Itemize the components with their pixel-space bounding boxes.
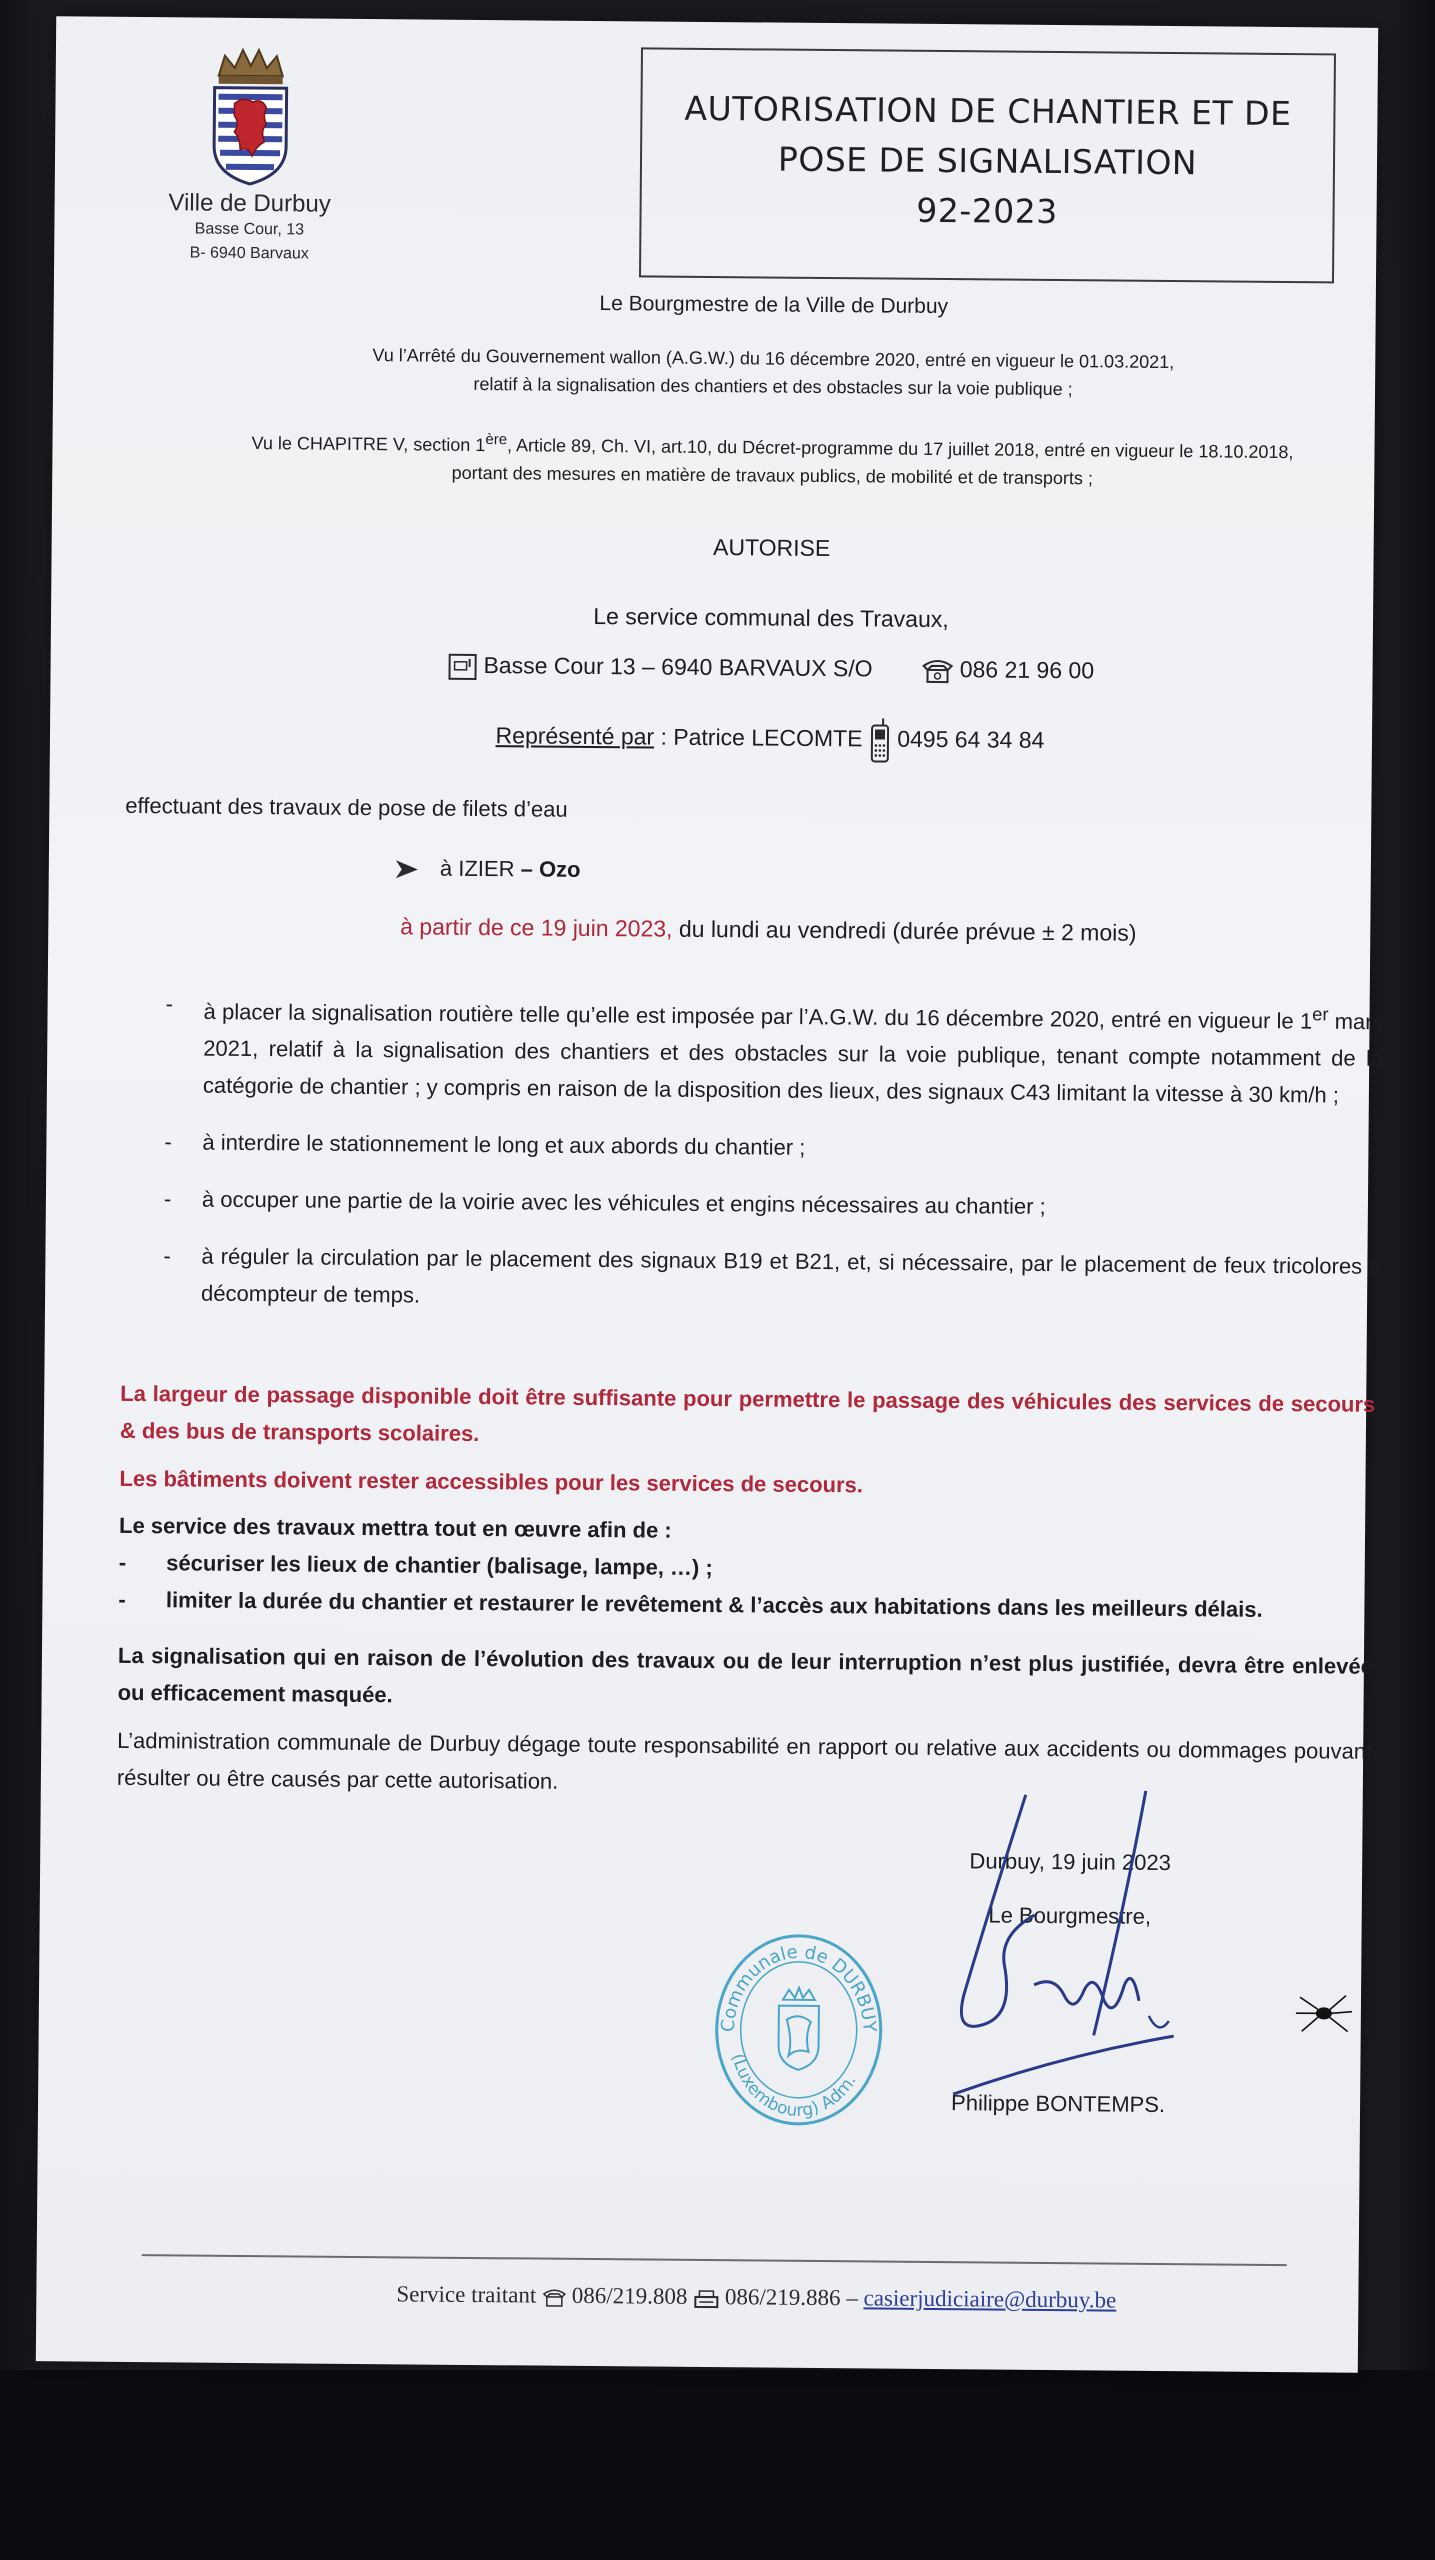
legal-basis-text: , Article 89, Ch. VI, art.10, du Décret-programme du 17 juillet 2018, entré en vigueur le 18.10.2018, bbox=[506, 435, 1294, 463]
handwritten-signature bbox=[943, 1784, 1206, 2116]
footer-fax: 086/219.886 – bbox=[724, 2284, 858, 2311]
start-date: à partir de ce 19 juin 2023, bbox=[400, 913, 673, 942]
location-place: – Ozo bbox=[520, 856, 581, 882]
access-warning: Les bâtiments doivent rester accessibles pour les services de secours. bbox=[119, 1465, 864, 1498]
list-dash: - bbox=[163, 1243, 171, 1269]
works-period bbox=[148, 909, 1388, 950]
representative-name: : Patrice LECOMTE bbox=[660, 723, 863, 752]
works-description: effectuant des travaux de pose de filets d’eau bbox=[125, 792, 568, 822]
town-name: Ville de Durbuy bbox=[168, 189, 331, 218]
arrowhead-bullet-icon bbox=[394, 858, 420, 880]
disclaimer: L’administration communale de Durbuy dégage toute responsabilité en rapport ou relative aux accidents ou dommages pouvant résulter ou être causés par cette autorisation. bbox=[116, 1727, 1373, 1794]
telephone-icon bbox=[921, 658, 953, 684]
footer-phone: 086/219.808 bbox=[571, 2282, 688, 2309]
condition-text: à réguler la circulation par le placement des signaux B19 et B21, et, si nécessaire, par le placement de feux tricolores à décompteur de temps. bbox=[201, 1243, 1382, 1308]
beneficiary-contact bbox=[150, 647, 1390, 689]
beneficiary-name: Le service communal des Travaux, bbox=[593, 602, 949, 633]
authorization-number: 92-2023 bbox=[916, 190, 1058, 232]
municipality-header bbox=[159, 45, 341, 267]
representative-mobile: 0495 64 34 84 bbox=[897, 725, 1045, 754]
signature-place-date: Durbuy, 19 juin 2023 bbox=[969, 1848, 1171, 1876]
legal-basis-line: Vu l’Arrêté du Gouvernement wallon (A.G.W.) du 16 décembre 2020, entré en vigueur le 01.03.2021, bbox=[372, 345, 1175, 373]
list-item bbox=[165, 985, 1384, 1114]
legal-basis-line: relatif à la signalisation des chantiers et des obstacles sur la voie publique ; bbox=[473, 373, 1073, 400]
decision-heading: AUTORISE bbox=[712, 534, 831, 562]
address-line: Basse Cour, 13 bbox=[194, 220, 305, 239]
ordinal-superscript: ère bbox=[485, 431, 508, 449]
schedule: du lundi au vendredi (durée prévue ± 2 mois) bbox=[672, 915, 1137, 946]
document-sheet bbox=[36, 16, 1384, 2372]
representative-line bbox=[150, 711, 1390, 768]
beneficiary-phone: 086 21 96 00 bbox=[959, 656, 1095, 684]
obligation-text: limiter la durée du chantier et restaurer le revêtement & l’accès aux habitations dans les meilleurs délais. bbox=[165, 1587, 1263, 1622]
signage-note: La signalisation qui en raison de l’évolution des travaux ou de leur interruption n’est plus justifiée, devra être enlevée ou efficacement masquée. bbox=[117, 1642, 1374, 1708]
legal-basis-1 bbox=[153, 339, 1393, 406]
passage-warning: La largeur de passage disponible doit être suffisante pour permettre le passage des véhicules des services de secours & des bus de transports scolaires. bbox=[119, 1380, 1376, 1447]
ordinal-superscript: er bbox=[1312, 1003, 1329, 1025]
works-location bbox=[394, 849, 1435, 897]
representative-label: Représenté par bbox=[495, 722, 655, 750]
signatory-role: Le Bourgmestre, bbox=[988, 1902, 1152, 1929]
signatory-name: Philippe BONTEMPS. bbox=[950, 2090, 1166, 2118]
condition-text: mars 2021, relatif à la signalisation des chantiers et des obstacles sur la voie publique, tenant compte notamment de la catégorie de chantier ; y compris en raison de la disposition des lieux, des signaux C43 limitant la vitesse à 30 km/h ; bbox=[202, 1008, 1384, 1108]
spider-mark bbox=[1294, 1987, 1354, 2038]
telephone-icon bbox=[542, 2287, 566, 2307]
list-item bbox=[164, 1181, 1382, 1229]
legal-basis-text: Vu le CHAPITRE V, section 1 bbox=[251, 432, 486, 456]
legal-basis-line: portant des mesures en matière de travaux publics, de mobilité et de transports ; bbox=[451, 462, 1094, 489]
footer-email-link[interactable]: casierjudiciaire@durbuy.be bbox=[863, 2285, 1117, 2313]
authority-line: Le Bourgmestre de la Ville de Durbuy bbox=[599, 292, 949, 319]
list-dash: - bbox=[118, 1586, 126, 1612]
stamp-text-top: Communale de DURBUY bbox=[717, 1941, 880, 2033]
footer bbox=[136, 2279, 1376, 2316]
document-title-box bbox=[639, 47, 1336, 283]
list-dash: - bbox=[118, 1549, 127, 1575]
mailbox-icon bbox=[447, 653, 477, 681]
footer-label: Service traitant bbox=[396, 2281, 537, 2308]
condition-text: à interdire le stationnement le long et aux abords du chantier ; bbox=[202, 1129, 806, 1161]
obligations-intro: Le service des travaux mettra tout en œuvre afin de : bbox=[118, 1512, 672, 1543]
list-item bbox=[163, 1238, 1382, 1323]
dark-surface bbox=[0, 2370, 1435, 2560]
list-item bbox=[164, 1124, 1382, 1172]
stamp-text-bottom: (Luxembourg) Adm. bbox=[727, 2051, 861, 2122]
location-town: à IZIER bbox=[439, 855, 515, 882]
beneficiary-address: Basse Cour 13 – 6940 BARVAUX S/O bbox=[483, 652, 873, 682]
crest-icon bbox=[204, 46, 297, 187]
conditions-list bbox=[163, 985, 1384, 1342]
postal-line: B- 6940 Barvaux bbox=[189, 244, 309, 263]
condition-text: à occuper une partie de la voirie avec les véhicules et engins nécessaires au chantier ; bbox=[201, 1186, 1046, 1220]
fax-icon bbox=[693, 2289, 719, 2309]
mobile-phone-icon bbox=[869, 717, 891, 763]
condition-text: à placer la signalisation routière telle qu’elle est imposée par l’A.G.W. du 16 décembre 2020, entré en vigueur le 1 bbox=[203, 998, 1313, 1034]
footer-divider bbox=[142, 2254, 1287, 2266]
list-dash: - bbox=[164, 1129, 172, 1155]
official-stamp bbox=[708, 1927, 890, 2129]
title-line: POSE DE SIGNALISATION bbox=[777, 139, 1198, 183]
obligation-text: sécuriser les lieux de chantier (balisage, lampe, …) ; bbox=[166, 1550, 713, 1581]
legal-basis-2 bbox=[152, 423, 1392, 495]
title-line: AUTORISATION DE CHANTIER ET DE bbox=[684, 88, 1292, 134]
list-dash: - bbox=[165, 991, 174, 1017]
list-dash: - bbox=[163, 1186, 172, 1212]
